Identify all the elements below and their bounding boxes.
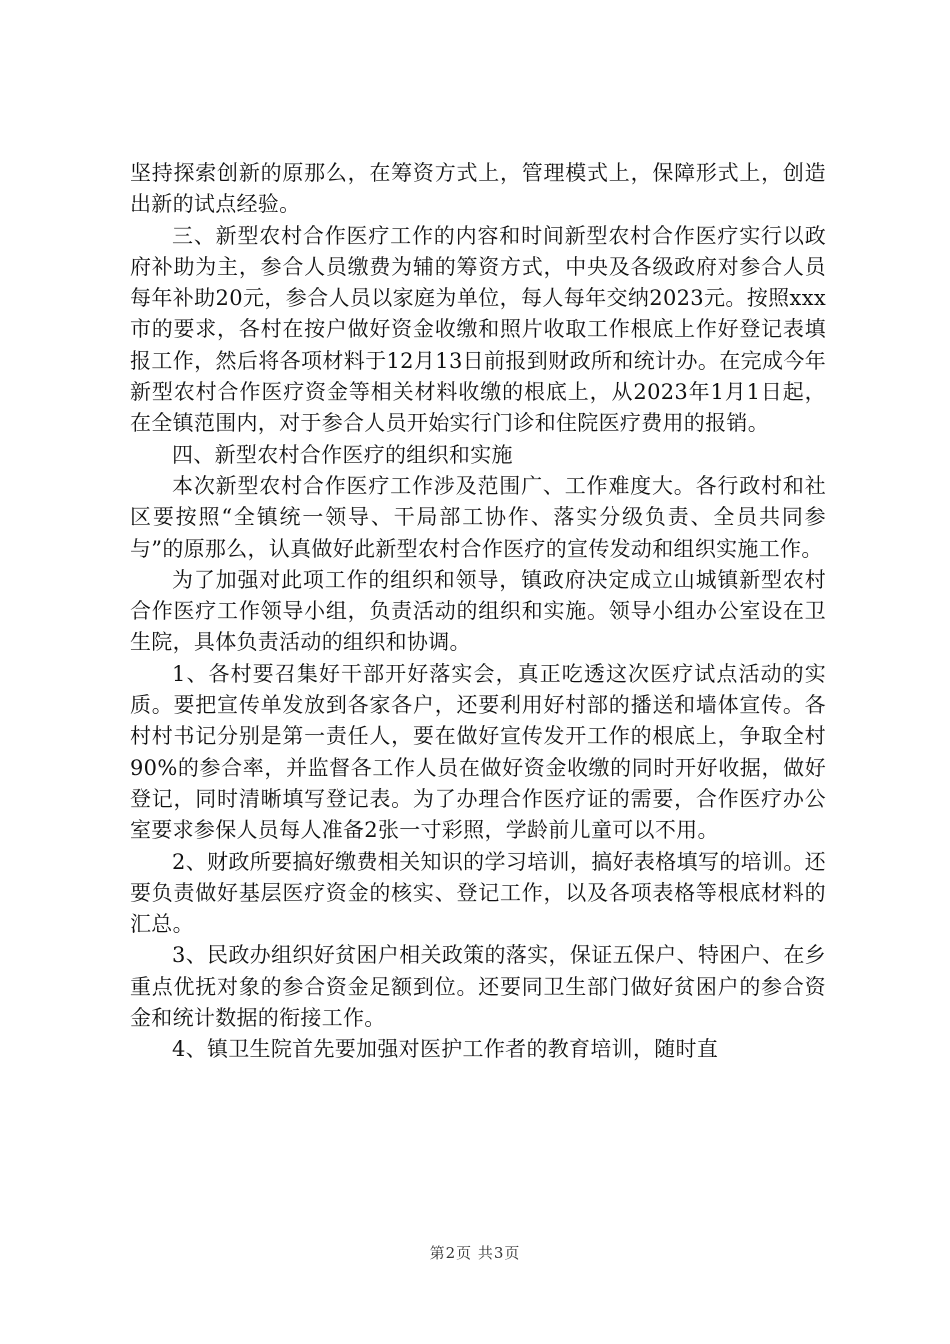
paragraph-continuation: 坚持探索创新的原那么，在筹资方式上，管理模式上，保障形式上，创造出新的试点经验。 — [130, 161, 826, 217]
paragraph-item-3: 3、民政办组织好贫困户相关政策的落实，保证五保户、特困户、在乡重点优抚对象的参合资金足额到位。还要同卫生部门做好贫困户的参合资金和统计数据的衔接工作。 — [130, 943, 826, 1031]
paragraph-item-2: 2、财政所要搞好缴费相关知识的学习培训，搞好表格填写的培训。还要负责做好基层医疗资金的核实、登记工作，以及各项表格等根底材料的汇总。 — [130, 849, 826, 937]
paragraph-leadership-group: 为了加强对此项工作的组织和领导，镇政府决定成立山城镇新型农村合作医疗工作领导小组，负责活动的组织和实施。领导小组办公室设在卫生院，具体负责活动的组织和协调。 — [130, 567, 826, 655]
section-heading-four: 四、新型农村合作医疗的组织和实施 — [172, 442, 513, 467]
paragraph-item-1: 1、各村要召集好干部开好落实会，真正吃透这次医疗试点活动的实质。要把宣传单发放到各家各户，还要利用好村部的播送和墙体宣传。各村村书记分别是第一责任人，要在做好宣传发开工作的根底上，争取全村90%的参合率，并监督各工作人员在做好资金收缴的同时开好收据，做好登记，同时清晰填写登记表。为了办理合作医疗证的需要，合作医疗办公室要求参保人员每人准备2张一寸彩照，学龄前儿童可以不用。 — [130, 661, 826, 843]
paragraph-scope: 本次新型农村合作医疗工作涉及范围广、工作难度大。各行政村和社区要按照“全镇统一领导、干局部工协作、落实分级负责、全员共同参与”的原那么，认真做好此新型农村合作医疗的宣传发动和组织实施工作。 — [130, 473, 826, 561]
document-body — [130, 158, 826, 1066]
paragraph-section-three: 三、新型农村合作医疗工作的内容和时间新型农村合作医疗实行以政府补助为主，参合人员缴费为辅的筹资方式，中央及各级政府对参合人员每年补助20元，参合人员以家庭为单位，每人每年交纳2023元。按照xxx市的要求，各村在按户做好资金收缴和照片收取工作根底上作好登记表填报工作，然后将各项材料于12月13日前报到财政所和统计办。在完成今年新型农村合作医疗资金等相关材料收缴的根底上，从2023年1月1日起，在全镇范围内，对于参合人员开始实行门诊和住院医疗费用的报销。 — [130, 223, 826, 436]
page-number-footer: 第2页 共3页 — [429, 1244, 521, 1262]
paragraph-item-4: 4、镇卫生院首先要加强对医护工作者的教育培训，随时直 — [172, 1037, 719, 1062]
